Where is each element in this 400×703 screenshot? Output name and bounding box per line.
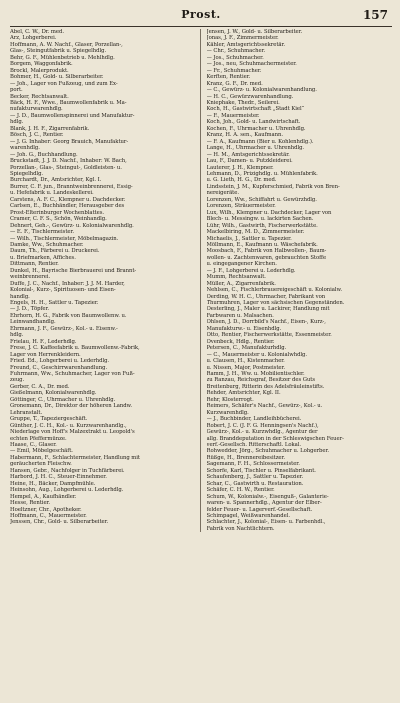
directory-entry: — E. F., Tischlermeister. — [10, 229, 75, 236]
directory-entry: — J., Buchbinder, Landleihbücherei. — [206, 416, 302, 423]
directory-entry: geräucherten Fleischw. — [10, 461, 72, 468]
directory-entry: verf.-Gesellsch. Ritterschaftl. Lokal. — [206, 442, 302, 448]
directory-entry: Behr, G. F., Mühlenbetrieb u. Mehlhdlg. — [10, 54, 115, 61]
directory-entry: Fuhrmann, Ww., Schuhmacher, Lager von Fuß- — [10, 371, 135, 378]
directory-entry: — Chr., Schuhmacher. — [206, 48, 266, 55]
directory-entry: Rüßge, H., Brennereibesitzer. — [206, 454, 286, 461]
directory-entry: waren- u. Spannerhdlg., Agentur der Elber- — [206, 500, 322, 507]
directory-entry: Kurzwarenhdlg. — [206, 409, 249, 416]
directory-entry: Ramm, J. H., Ww. u. Mobilientischler. — [206, 371, 305, 378]
directory-entry: Mumm, Rechtsanwalt. — [206, 274, 266, 281]
directory-entry: Blech- u. Messingw. u. lackirten Sachen. — [206, 216, 314, 223]
directory-entry: Burrer, C. F. jun., Branntweinbrennerei, Essig- — [10, 183, 133, 190]
directory-entry: zeug. — [10, 377, 25, 384]
directory-entry: — F., Mauermeister. — [206, 112, 260, 119]
directory-entry: Haase, C., Glaser. — [10, 442, 57, 448]
page-header — [10, 8, 392, 27]
directory-entry: Schaufenberg, J., Sattler u. Tapezier. — [206, 474, 304, 481]
directory-entry: Frese, J. C. Kaffeefabrik u. Baumwollenw.-Fabrik, — [10, 345, 140, 352]
directory-entry: Damke, Ww., Schuhmacher. — [10, 241, 84, 248]
directory-entry: Jonas, J. F., Zimmermeister. — [206, 35, 279, 42]
directory-entry: echten Pfeffermünze. — [10, 435, 67, 442]
directory-entry: — Joh., Lager von Fußzeug, und zum Ex- — [10, 80, 118, 87]
directory-entry: Lauterer, J. H., Klempner. — [206, 164, 274, 171]
directory-entry: u. Briefmarken, Affiches. — [10, 254, 76, 261]
directory-entry: Lorenzen, Ww., Schiffahrt u. Gewürzhdlg. — [206, 196, 317, 203]
directory-entry: Borgem, Waggonfabrik. — [10, 61, 73, 68]
directory-entry: Hoffmann, A. W. Nachf., Glaser, Porzellan-, — [10, 41, 123, 48]
directory-entry: Lehranstalt. — [10, 409, 43, 416]
directory-entry: hdlg. — [10, 119, 24, 126]
directory-entry: Kranz, H. A. sen., Kaufmann. — [206, 132, 283, 139]
directory-entry: nereigeräte. — [206, 190, 239, 197]
directory-entry: Arz, Lohgerberei. — [10, 35, 57, 42]
directory-entry: Lager von Herrenkleidern. — [10, 351, 81, 358]
directory-entry: Carlsen, E., Buchhändler, Herausgeber des — [10, 203, 125, 210]
directory-entry: Jensen, J. W., Gold- u. Silberarbeiter. — [206, 29, 303, 35]
directory-entry: Thurmuhren, Lager von sächsischen Gegenständen. — [206, 300, 345, 307]
directory-entry: Burchardt, Dr., Amtsrichter, Kgl. I. — [10, 177, 102, 184]
directory-entry: — Fr., Schuhmacher. — [206, 67, 262, 74]
directory-entry: — H. C., Gewürzwarenhandlung. — [206, 93, 294, 100]
directory-entry: Gewürz-, Kol.- u. Kurzwhdlg., Agentur der — [206, 429, 318, 436]
directory-entry: Kranz, G. F., Dr. med. — [206, 80, 263, 87]
directory-entry: Porzellan-, Glas-, Steingut-, Goldleisten- u. — [10, 164, 122, 171]
directory-entry: Gerber, C. A., Dr. med. — [10, 383, 70, 390]
directory-entry: Rohwedder, Jörg., Schuhmacher u. Lohgerber. — [206, 448, 329, 455]
directory-entry: Kniephake, Thedr., Seilerei. — [206, 99, 280, 106]
directory-entry: Schäfer, C. H. W., Rentier. — [206, 487, 275, 494]
directory-entry: u. eingegangener Kirchen. — [206, 261, 277, 268]
directory-entry: Blank, J. H. F., Zigarrenfabrik. — [10, 125, 90, 132]
directory-entry: Sagemann, F. H., Schlossermeister. — [206, 461, 300, 468]
directory-entry: Carstens, A. F. C., Klempner u. Dachdecker. — [10, 196, 126, 203]
directory-entry: warenhdlg. — [10, 145, 40, 152]
directory-entry: zu Ranzau, Reichsgraf, Besitzer des Guts — [206, 377, 316, 384]
directory-entry: Robert, J. C. (J. F. G. Henningsen's Nachf.), — [206, 422, 319, 429]
directory-entry: Schorfe, Karl, Tischler u. Pinselfabrikant. — [206, 467, 316, 474]
directory-entry: — J. G. Inhaber: Georg Brauich, Manufaktur- — [10, 138, 129, 145]
directory-entry: Farbwaren u. Malsachen. — [206, 312, 274, 319]
directory-entry: handlg. — [10, 293, 30, 300]
directory-entry: Bäck, H. F., Wwe., Baumwollenfabrik u. Ma- — [10, 99, 127, 106]
directory-entry: Heine, H., Bäcker, Dampfmühle. — [10, 480, 96, 487]
directory-entry: Fried. Ed., Lohgerberei u. Lederhdlg. — [10, 358, 110, 365]
left-column — [10, 29, 201, 532]
directory-entry: Gronemann, Dr., Direktor der höheren Landw. — [10, 403, 133, 410]
directory-entry: Gruppe, T., Tapeziergeschäft. — [10, 416, 88, 423]
directory-entry: wollen- u. Zachtenwaren, gebrauchten Stoffe — [206, 254, 327, 261]
directory-entry: Göttinger, C., Uhrmacher u. Uhrenhdlg. — [10, 396, 116, 403]
directory-entry: Ehrhorn, H. G., Fabrik von Baumwollenw. u. — [10, 312, 127, 319]
directory-entry: u. Hefefabrik u. Landeskellerei. — [10, 190, 94, 197]
directory-entry: Abel, C. W., Dr. med. — [10, 29, 64, 35]
directory-entry: Kochen, F., Uhrmacher u. Uhrenhdlg. — [206, 125, 306, 132]
directory-entry: Dittmann, Rentier. — [10, 261, 59, 268]
directory-entry: Ovenbeck, Hdlg., Rentier. — [206, 338, 275, 345]
directory-entry: Lau, F., Damen- u. Putzkleiderei. — [206, 158, 293, 165]
directory-entry: Hoffmann, C., Mauermeister. — [10, 512, 87, 519]
directory-entry: port. — [10, 87, 23, 94]
directory-entry: Fabrik von Nachtlichtern. — [206, 525, 275, 532]
directory-entry: Lühr, Wilh., Gastwirth, Fischerwerkstätte. — [206, 222, 318, 229]
directory-entry: Mackelbiring, M. D., Zimmermeister. — [206, 229, 305, 236]
directory-entry: — Emil, Möbelgeschäft. — [10, 448, 73, 455]
directory-entry: Nehlsen, C., Fischlerbrauereigeschäft u. Kolonialw. — [206, 287, 342, 294]
directory-entry: Becker, Rechtsanwalt. — [10, 93, 69, 100]
directory-entry: Hesse, Rentier. — [10, 500, 51, 507]
directory-entry: hdlg. — [10, 332, 24, 339]
directory-entry: Schimpagel, Weißwarenhandel. — [206, 512, 290, 519]
directory-entry: Lehmann, D., Prizighdlg. u. Mühlenfabrik. — [206, 170, 318, 177]
directory-entry: Heinsohn, Aug., Lohgerberei u. Lederhdlg. — [10, 487, 124, 494]
directory-entry: Harbord, J. H. C., Steuer-Einnehmer. — [10, 474, 107, 481]
directory-entry: Bohmer, H., Gold- u. Silberarbeiter. — [10, 74, 104, 81]
directory-entry: Ehrmann, J. F., Gewürz-, Kol.- u. Eisenw.- — [10, 325, 118, 332]
directory-entry: Bruckstadt, J. J. D. Nachf., Inhaber: W. Bach, — [10, 158, 127, 165]
directory-entry: — F. A., Kaufmann (Bier u. Kohlenhdlg.). — [206, 138, 314, 145]
directory-entry: Otto, Rentier, Fischerwerkstätte, Essenmeister. — [206, 332, 332, 339]
directory-entry: — C., Mauermeister u. Kolonialwhdlg. — [206, 351, 308, 358]
directory-entry: Müller, A., Zigarrenfabrik. — [206, 280, 276, 287]
directory-entry: Koch, Joh., Gold- u. Landwirtschaft. — [206, 119, 301, 126]
directory-entry: Engels, H. H., Sattler u. Tapezier. — [10, 300, 99, 307]
directory-entry: weinbrennerei. — [10, 274, 51, 281]
directory-entry: Möllmann, E., Kaufmann u. Wäschefabrik. — [206, 241, 318, 248]
directory-entry: Oesterling, J., Maler u. Lackirer, Handlung mit — [206, 306, 330, 313]
directory-entry: Daum, Th., Färberei u. Druckerei. — [10, 248, 100, 255]
directory-entry: — Joh. G., Buchhandlung. — [10, 151, 78, 158]
directory-entry: Cramer, C. F. S., Schön, Weinhandlg. — [10, 216, 107, 223]
directory-entry: Glas-, Steingutfabrik u. Spiegelhdlg. — [10, 48, 107, 55]
directory-entry: u. Clausen, H., Kistenmacher. — [206, 358, 285, 365]
directory-entry: Niederlage von Hoff's Malzextrakt u. Leopold's — [10, 429, 135, 436]
directory-entry: Rehr, Klosterrogt. — [206, 396, 254, 403]
directory-entry: Kolonial-, Kurz-, Spirituosen- und Eisen- — [10, 287, 116, 294]
directory-entry: Rehder, Amtsrichter, Kgl. II. — [206, 390, 281, 397]
directory-entry: Reimers, Schäfer's Nachf., Gewürz-, Kol.- u. — [206, 403, 323, 410]
directory-entry: Ohlsen, J. D., Dorrbild's Nachf., Eisen-, Kurz-, — [206, 319, 326, 326]
directory-entry: Hempel, A., Kaufhändler. — [10, 493, 77, 500]
directory-entry: Günther, J. C. H., Kol.- u. Kurzwarenhandlg., — [10, 422, 127, 429]
directory-entry: — J. D., Baumwollenspinnerei und Manufaktur- — [10, 112, 135, 119]
directory-entry: — Wilh., Tischlermeister, Möbelmagazin. — [10, 235, 119, 242]
directory-entry: Brockl, Malerprodukt. — [10, 67, 69, 74]
directory-entry: nufakturwarenhdlg. — [10, 106, 63, 113]
directory-entry: Hansen, Gebr., Nachfolger in Tuchfärberei. — [10, 467, 125, 474]
directory-entry: Oerding, W. H. C., Uhrmacher, Fabrikant von — [206, 293, 326, 300]
directory-entry: Moosbach, F., Fabrik von Halbwollen-, Baum- — [206, 248, 327, 255]
directory-entry: Freund, C., Geschirrwarenhandlung. — [10, 364, 108, 371]
directory-entry: — Jos., neu, Schuhmachermeister. — [206, 61, 297, 68]
directory-entry: Duffe, J. C., Nachf., Inhaber: J. J. M. Harder, — [10, 280, 125, 287]
right-column — [207, 29, 393, 532]
directory-entry: — C., Gewürz- u. Kolonialwarenhandlung. — [206, 87, 317, 94]
directory-entry: — J. F., Lohgerberei u. Lederhdlg. — [206, 267, 296, 274]
directory-entry: Spiegelhdlg. — [10, 170, 44, 177]
directory-entry: Kerften, Rentier. — [206, 74, 251, 81]
directory-entry: Gießelmann, Kolonialwarenhdlg. — [10, 390, 97, 397]
directory-entry: Leinwandhandlg. — [10, 319, 56, 326]
directory-entry: — J. D., Töpfer. — [10, 306, 50, 313]
directory-entry: Lorenzen, Sträuermeister. — [206, 203, 276, 210]
directory-entry: — H. M., Amtsgerichtssekretär. — [206, 151, 290, 158]
directory-entry: — Jos., Schuhmacher. — [206, 54, 264, 61]
directory-entry: Petersen, C., Manufakturhdlg. — [206, 345, 287, 352]
directory-entry: u. Nissen, Major, Postmeister. — [206, 364, 286, 371]
directory-entry: Koch, H., Gastwirtschaft „Stadt Kiel“ — [206, 106, 305, 113]
directory-entry: Lindsstein, J. M., Kupferschmied, Fabrik von Bren- — [206, 183, 340, 190]
directory-entry: Lux, Wilh., Klempner u. Dachdecker, Lager von — [206, 209, 332, 216]
directory-entry: allg. Branddeputation in der Schleswigschen Feuer- — [206, 435, 344, 442]
directory-entry: Lange, H., Uhrmacher u. Uhrenhdlg. — [206, 145, 305, 152]
directory-entry: Jenssen, Chr., Gold- u. Silberarbeiter. — [10, 519, 109, 526]
directory-columns — [10, 29, 392, 532]
directory-entry: Frielau, H. F., Lederhdlg. — [10, 338, 77, 345]
directory-entry: Habermann, F., Schlachtermeister, Handlung mit — [10, 454, 141, 461]
directory-entry: Breitenburg, Ritterin des Adelsfräuleinstifts. — [206, 383, 325, 390]
directory-entry: Bösch, J. C., Rentier. — [10, 132, 64, 139]
running-head: Prost. — [181, 8, 221, 21]
directory-entry: felder Feuer- u. Lagerverf.-Gesellschaft. — [206, 506, 313, 513]
directory-entry: u. G. Lieth, H. G., Dr. med. — [206, 177, 277, 184]
directory-entry: Dunkel, H., Bayrische Bierbrauerei und Brannt- — [10, 267, 137, 274]
page-number: 157 — [362, 8, 388, 22]
directory-entry: Manufakturw.- u. Eisenhdlg. — [206, 325, 282, 332]
directory-entry: Kähler, Amtsgerichtssekretär. — [206, 41, 286, 48]
directory-entry: Schum, W., Kolonialw.-, Eisenguß-, Galanterie- — [206, 493, 329, 500]
directory-entry: Schlachter, J., Kolonial-, Eisen- u. Farbenhdl., — [206, 519, 326, 526]
directory-entry: Hoeltzner, Chr., Apotheker. — [10, 506, 82, 513]
directory-entry: Dehnert, Geh.-, Gewürz- u. Kolonialwarenhdlg. — [10, 222, 134, 229]
directory-entry: Schar, C., Gastwirth u. Restauration. — [206, 480, 304, 487]
directory-entry: Michaelis, J., Sattler u. Tapezier. — [206, 235, 292, 242]
directory-entry: Prost-Elterinburger Wochenblattes. — [10, 209, 104, 216]
